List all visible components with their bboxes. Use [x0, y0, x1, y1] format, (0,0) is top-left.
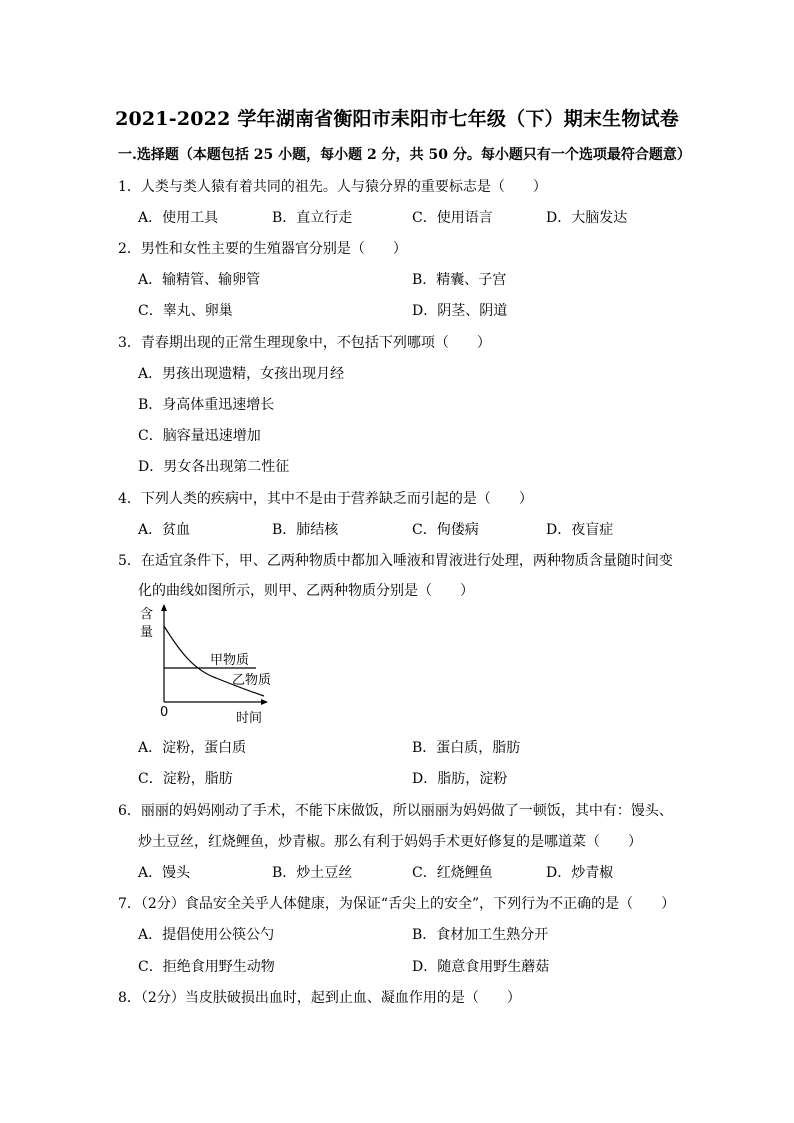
- option-d: D．大脑发达: [546, 210, 628, 226]
- option-c: C．佝偻病: [412, 522, 479, 538]
- option-b: B．蛋白质，脂肪: [412, 740, 521, 756]
- section-heading: 一.选择题（本题包括 25 小题，每小题 2 分，共 50 分。每小题只有一个选项最符合题意）: [118, 147, 691, 163]
- option-b: B．肺结核: [272, 522, 339, 538]
- option-c: C．使用语言: [412, 210, 493, 226]
- series-jia-label: 甲物质: [210, 653, 250, 668]
- option-d: D．随意食用野生蘑菇: [412, 959, 550, 975]
- option-c: C．淀粉，脂肪: [138, 771, 233, 787]
- question-stem: 4．下列人类的疾病中，其中不是由于营养缺乏而引起的是（ ）: [118, 491, 533, 507]
- option-a: A．馒头: [138, 865, 191, 881]
- question-stem: 1．人类与类人猿有着共同的祖先。人与猿分界的重要标志是（ ）: [118, 179, 547, 195]
- option-a: A．使用工具: [138, 210, 219, 226]
- y-axis-arrow: [161, 604, 167, 611]
- question-stem: 5．在适宜条件下，甲、乙两种物质中都加入唾液和胃液进行处理，两种物质含量随时间变: [118, 553, 673, 569]
- content-time-graph: [136, 604, 296, 726]
- option-b: B．食材加工生熟分开: [412, 927, 549, 943]
- x-axis-label: 时间: [236, 711, 263, 726]
- option-b: B．直立行走: [272, 210, 353, 226]
- option-b: B．身高体重迅速增长: [138, 397, 275, 413]
- y-axis-label-1: 含: [140, 607, 154, 622]
- y-axis-label-2: 量: [140, 625, 154, 640]
- origin-label: 0: [160, 705, 169, 720]
- option-a: A．贫血: [138, 522, 191, 538]
- option-c: C．睾丸、卵巢: [138, 303, 233, 319]
- question-stem: 8．（2分）当皮肤破损出血时，起到止血、凝血作用的是（ ）: [118, 990, 521, 1006]
- x-axis-arrow: [261, 699, 268, 705]
- option-b: B．炒土豆丝: [272, 865, 353, 881]
- question-stem-continued: 炒土豆丝，红烧鲤鱼，炒青椒。那么有利于妈妈手术更好修复的是哪道菜（ ）: [138, 834, 642, 850]
- option-a: A．淀粉，蛋白质: [138, 740, 247, 756]
- option-b: B．精囊、子宫: [412, 272, 507, 288]
- question-stem: 7．（2分）食品安全关乎人体健康，为保证“舌尖上的安全”，下列行为不正确的是（ ）: [118, 896, 676, 912]
- option-a: A．提倡使用公筷公勺: [138, 927, 275, 943]
- option-c: C．拒绝食用野生动物: [138, 959, 275, 975]
- series-yi-label: 乙物质: [232, 673, 272, 688]
- option-c: C．红烧鲤鱼: [412, 865, 493, 881]
- question-stem: 3．青春期出现的正常生理现象中，不包括下列哪项（ ）: [118, 335, 491, 351]
- question-stem: 2．男性和女性主要的生殖器官分别是（ ）: [118, 241, 407, 257]
- option-a: A．男孩出现遗精，女孩出现月经: [138, 366, 345, 382]
- question-stem-continued: 化的曲线如图所示，则甲、乙两种物质分别是（ ）: [138, 583, 474, 599]
- option-d: D．炒青椒: [546, 865, 614, 881]
- option-c: C．脑容量迅速增加: [138, 428, 261, 444]
- option-a: A．输精管、输卵管: [138, 272, 261, 288]
- option-d: D．夜盲症: [546, 522, 614, 538]
- option-d: D．脂肪，淀粉: [412, 771, 508, 787]
- option-d: D．男女各出现第二性征: [138, 459, 290, 475]
- question-stem: 6．丽丽的妈妈刚动了手术，不能下床做饭，所以丽丽为妈妈做了一顿饭，其中有：馒头、: [118, 803, 673, 819]
- page-title: 2021-2022 学年湖南省衡阳市耒阳市七年级（下）期末生物试卷: [115, 108, 679, 130]
- option-d: D．阴茎、阴道: [412, 303, 508, 319]
